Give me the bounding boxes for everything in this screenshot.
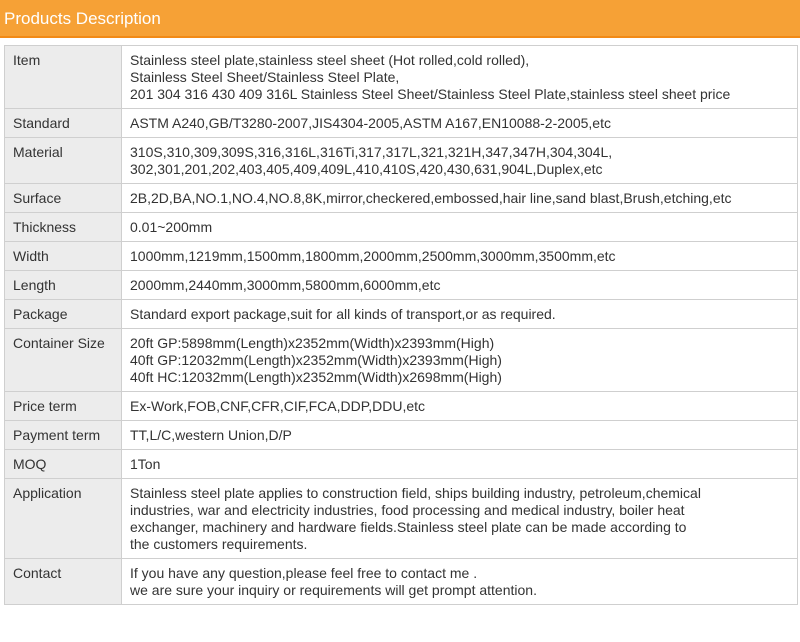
row-value-line: Stainless Steel Sheet/Stainless Steel Plate,: [130, 69, 400, 85]
row-value-line: TT,L/C,western Union,D/P: [130, 427, 292, 443]
table-row: [5, 300, 798, 329]
row-value-cell: [122, 46, 798, 109]
row-value-cell: [122, 421, 798, 450]
row-value-cell: [122, 559, 798, 605]
row-value-line: exchanger, machinery and hardware fields.Stainless steel plate can be made according to: [130, 519, 687, 535]
row-value-line: 40ft HC:12032mm(Length)x2352mm(Width)x2698mm(High): [130, 369, 502, 385]
table-row: [5, 242, 798, 271]
row-label: Material: [13, 144, 63, 160]
row-label: Length: [13, 277, 56, 293]
row-label-cell: [5, 271, 122, 300]
row-value-cell: [122, 242, 798, 271]
row-label-cell: [5, 421, 122, 450]
table-row: [5, 46, 798, 109]
row-label: Package: [13, 306, 68, 322]
row-label-cell: [5, 450, 122, 479]
table-row: [5, 479, 798, 559]
row-label-cell: [5, 213, 122, 242]
section-title: Products Description: [4, 9, 161, 28]
table-row: [5, 329, 798, 392]
table-row: [5, 138, 798, 184]
row-value-line: If you have any question,please feel free to contact me .: [130, 565, 478, 581]
table-row: [5, 109, 798, 138]
row-value-line: 310S,310,309,309S,316,316L,316Ti,317,317L,321,321H,347,347H,304,304L,: [130, 144, 613, 160]
row-value-line: Stainless steel plate,stainless steel sheet (Hot rolled,cold rolled),: [130, 52, 530, 68]
row-value-line: ASTM A240,GB/T3280-2007,JIS4304-2005,ASTM A167,EN10088-2-2005,etc: [130, 115, 611, 131]
row-value-cell: [122, 479, 798, 559]
row-value-line: 1000mm,1219mm,1500mm,1800mm,2000mm,2500mm,3000mm,3500mm,etc: [130, 248, 616, 264]
row-value-line: 201 304 316 430 409 316L Stainless Steel Sheet/Stainless Steel Plate,stainless steel sheet price: [130, 86, 731, 102]
row-value-line: 2000mm,2440mm,3000mm,5800mm,6000mm,etc: [130, 277, 441, 293]
row-value-cell: [122, 109, 798, 138]
row-value-line: 20ft GP:5898mm(Length)x2352mm(Width)x2393mm(High): [130, 335, 495, 351]
row-label: Application: [13, 485, 82, 501]
row-label-cell: [5, 559, 122, 605]
row-value-cell: [122, 271, 798, 300]
row-label: Surface: [13, 190, 62, 206]
row-value-cell: [122, 213, 798, 242]
table-row: [5, 213, 798, 242]
table-row: [5, 271, 798, 300]
row-label-cell: [5, 109, 122, 138]
row-value-cell: [122, 450, 798, 479]
row-label-cell: [5, 242, 122, 271]
product-spec-table: [4, 45, 798, 605]
row-label-cell: [5, 300, 122, 329]
table-row: [5, 421, 798, 450]
row-value-line: industries, war and electricity industries, food processing and medical industry, boiler heat: [130, 502, 685, 518]
row-value-line: 2B,2D,BA,NO.1,NO.4,NO.8,8K,mirror,checkered,embossed,hair line,sand blast,Brush,etching,etc: [130, 190, 732, 206]
row-value-line: the customers requirements.: [130, 536, 308, 552]
row-value-line: 0.01~200mm: [130, 219, 213, 235]
row-label: Payment term: [13, 427, 101, 443]
spec-table-body: [5, 46, 798, 605]
row-label: Container Size: [13, 335, 105, 351]
row-label-cell: [5, 184, 122, 213]
row-label: Contact: [13, 565, 62, 581]
row-value-cell: [122, 329, 798, 392]
row-value-cell: [122, 184, 798, 213]
table-row: [5, 450, 798, 479]
table-row: [5, 392, 798, 421]
row-value-line: Stainless steel plate applies to construction field, ships building industry, petroleum,chemical: [130, 485, 701, 501]
table-row: [5, 184, 798, 213]
row-label: Standard: [13, 115, 70, 131]
section-header: [0, 0, 800, 38]
row-label-cell: [5, 329, 122, 392]
row-label: Thickness: [13, 219, 77, 235]
table-row: [5, 559, 798, 605]
row-label: Price term: [13, 398, 77, 414]
row-value-line: Standard export package,suit for all kinds of transport,or as required.: [130, 306, 556, 322]
row-label-cell: [5, 479, 122, 559]
row-label: Width: [13, 248, 49, 264]
row-label-cell: [5, 392, 122, 421]
row-value-line: Ex-Work,FOB,CNF,CFR,CIF,FCA,DDP,DDU,etc: [130, 398, 426, 414]
row-value-cell: [122, 300, 798, 329]
row-value-line: 1Ton: [130, 456, 161, 472]
row-value-line: we are sure your inquiry or requirements will get prompt attention.: [130, 582, 537, 598]
row-label-cell: [5, 46, 122, 109]
row-value-cell: [122, 138, 798, 184]
row-value-cell: [122, 392, 798, 421]
row-label: Item: [13, 52, 41, 68]
row-label: MOQ: [13, 456, 47, 472]
row-value-line: 40ft GP:12032mm(Length)x2352mm(Width)x2393mm(High): [130, 352, 502, 368]
row-value-line: 302,301,201,202,403,405,409,409L,410,410S,420,430,631,904L,Duplex,etc: [130, 161, 603, 177]
row-label-cell: [5, 138, 122, 184]
